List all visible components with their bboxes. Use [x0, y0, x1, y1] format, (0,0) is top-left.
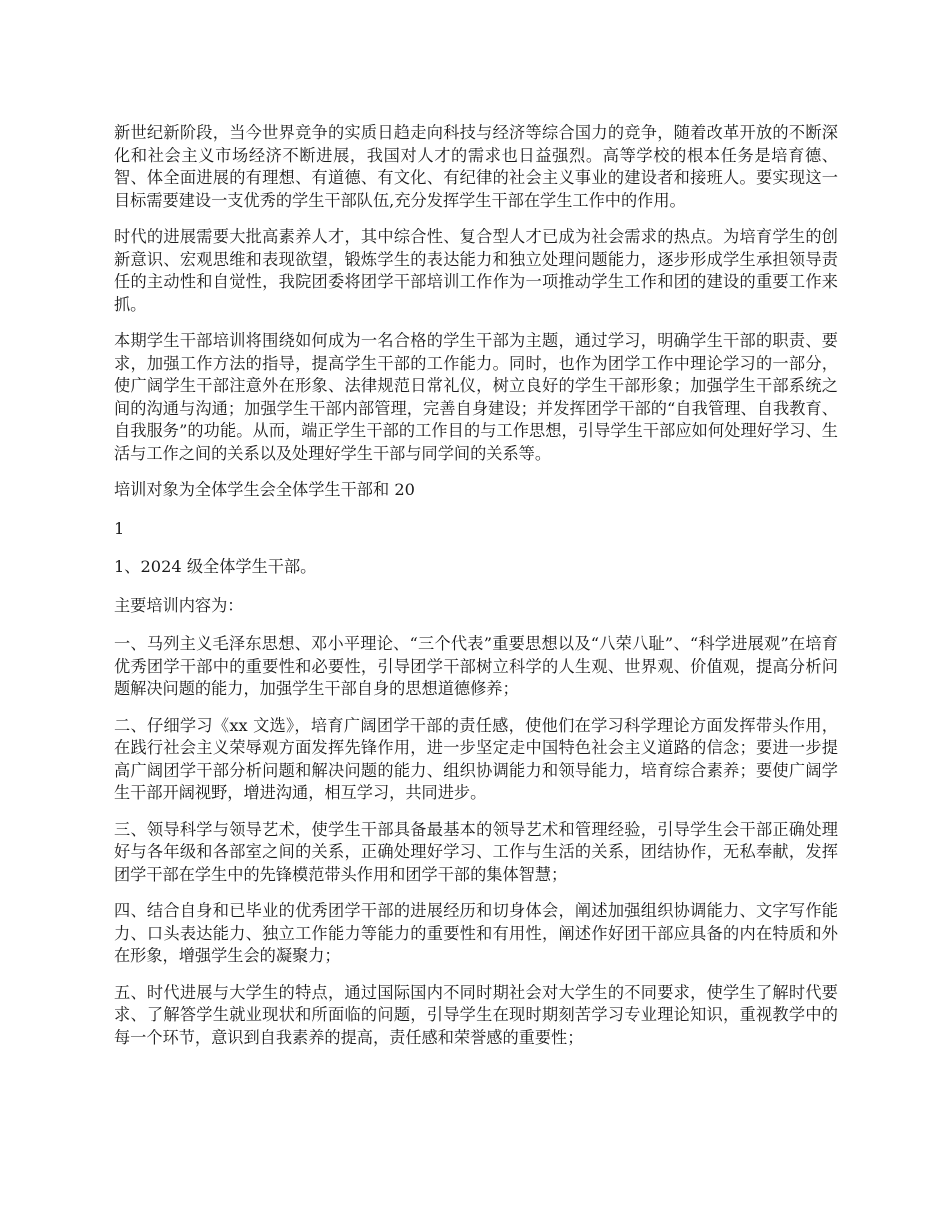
paragraph-item-1: 一、马列主义毛泽东思想、邓小平理论、“三个代表”重要思想以及“八荣八耻”、“科学进展观”在培育优秀团学干部中的重要性和必要性，引导团学干部树立科学的人生观、世界观、价值观，提高分析问题解决问题的能力，加强学生干部自身的思想道德修养；	[114, 634, 838, 698]
paragraph-number: 1	[114, 518, 125, 538]
paragraph-item-3: 三、领导科学与领导艺术，使学生干部具备最基本的领导艺术和管理经验，引导学生会干部正确处理好与各年级和各部室之间的关系，正确处理好学习、工作与生活的关系，团结协作，无私奉献，发挥团学干部在学生中的先锋模范带头作用和团学干部的集体智慧；	[114, 819, 838, 884]
paragraph-training-theme: 本期学生干部培训将围绕如何成为一名合格的学生干部为主题，通过学习，明确学生干部的职责、要求，加强工作方法的指导，提高学生干部的工作能力。同时，也作为团学工作中理论学习的一部分，使广阔学生干部注意外在形象、法律规范日常礼仪，树立良好的学生干部形象；加强学生干部系统之间的沟通与沟通；加强学生干部内部管理，完善自身建设；并发挥团学干部的“自我管理、自我教育、自我服务”的功能。从而，端正学生干部的工作目的与工作思想，引导学生干部应如何处理好学习、生活与工作之间的关系以及处理好学生干部与同学间的关系等。	[114, 331, 838, 463]
paragraph-training-target: 培训对象为全体学生会全体学生干部和 20	[114, 480, 415, 499]
paragraph-talent-demand: 时代的进展需要大批高素养人才，其中综合性、复合型人才已成为社会需求的热点。为培育学生的创新意识、宏观思维和表现欲望，锻炼学生的表达能力和独立处理问题能力，逐步形成学生承担领导责任的主动性和自觉性，我院团委将团学干部培训工作作为一项推动学生工作和团的建设的重要工作来抓。	[114, 227, 838, 314]
paragraph-intro: 新世纪新阶段，当今世界竞争的实质日趋走向科技与经济等综合国力的竞争，随着改革开放的不断深化和社会主义市场经济不断进展，我国对人才的需求也日益强烈。高等学校的根本任务是培育德、智、体全面进展的有理想、有道德、有文化、有纪律的社会主义事业的建设者和接班人。要实现这一目标需要建设一支优秀的学生干部队伍,充分发挥学生干部在学生工作中的作用。	[114, 123, 838, 210]
paragraph-grade: 1、2024 级全体学生干部。	[114, 557, 317, 576]
paragraph-item-2: 二、仔细学习《xx 文选》，培育广阔团学干部的责任感，使他们在学习科学理论方面发挥带头作用，在践行社会主义荣辱观方面发挥先锋作用，进一步坚定走中国特色社会主义道路的信念；要进一步提高广阔团学干部分析问题和解决问题的能力、组织协调能力和领导能力，培育综合素养；要使广阔学生干部开阔视野，增进沟通，相互学习，共同进步。	[114, 715, 838, 802]
paragraph-content-heading: 主要培训内容为：	[114, 595, 244, 615]
paragraph-item-5: 五、时代进展与大学生的特点，通过国际国内不同时期社会对大学生的不同要求，使学生了解时代要求、了解答学生就业现状和所面临的问题，引导学生在现时期刻苦学习专业理论知识，重视教学中的每一个环节，意识到自我素养的提高，责任感和荣誉感的重要性；	[114, 982, 838, 1047]
document-body	[114, 122, 838, 1063]
paragraph-item-4: 四、结合自身和已毕业的优秀团学干部的进展经历和切身体会，阐述加强组织协调能力、文字写作能力、口头表达能力、独立工作能力等能力的重要性和有用性，阐述作好团干部应具备的内在特质和外在形象，增强学生会的凝聚力；	[114, 901, 838, 965]
